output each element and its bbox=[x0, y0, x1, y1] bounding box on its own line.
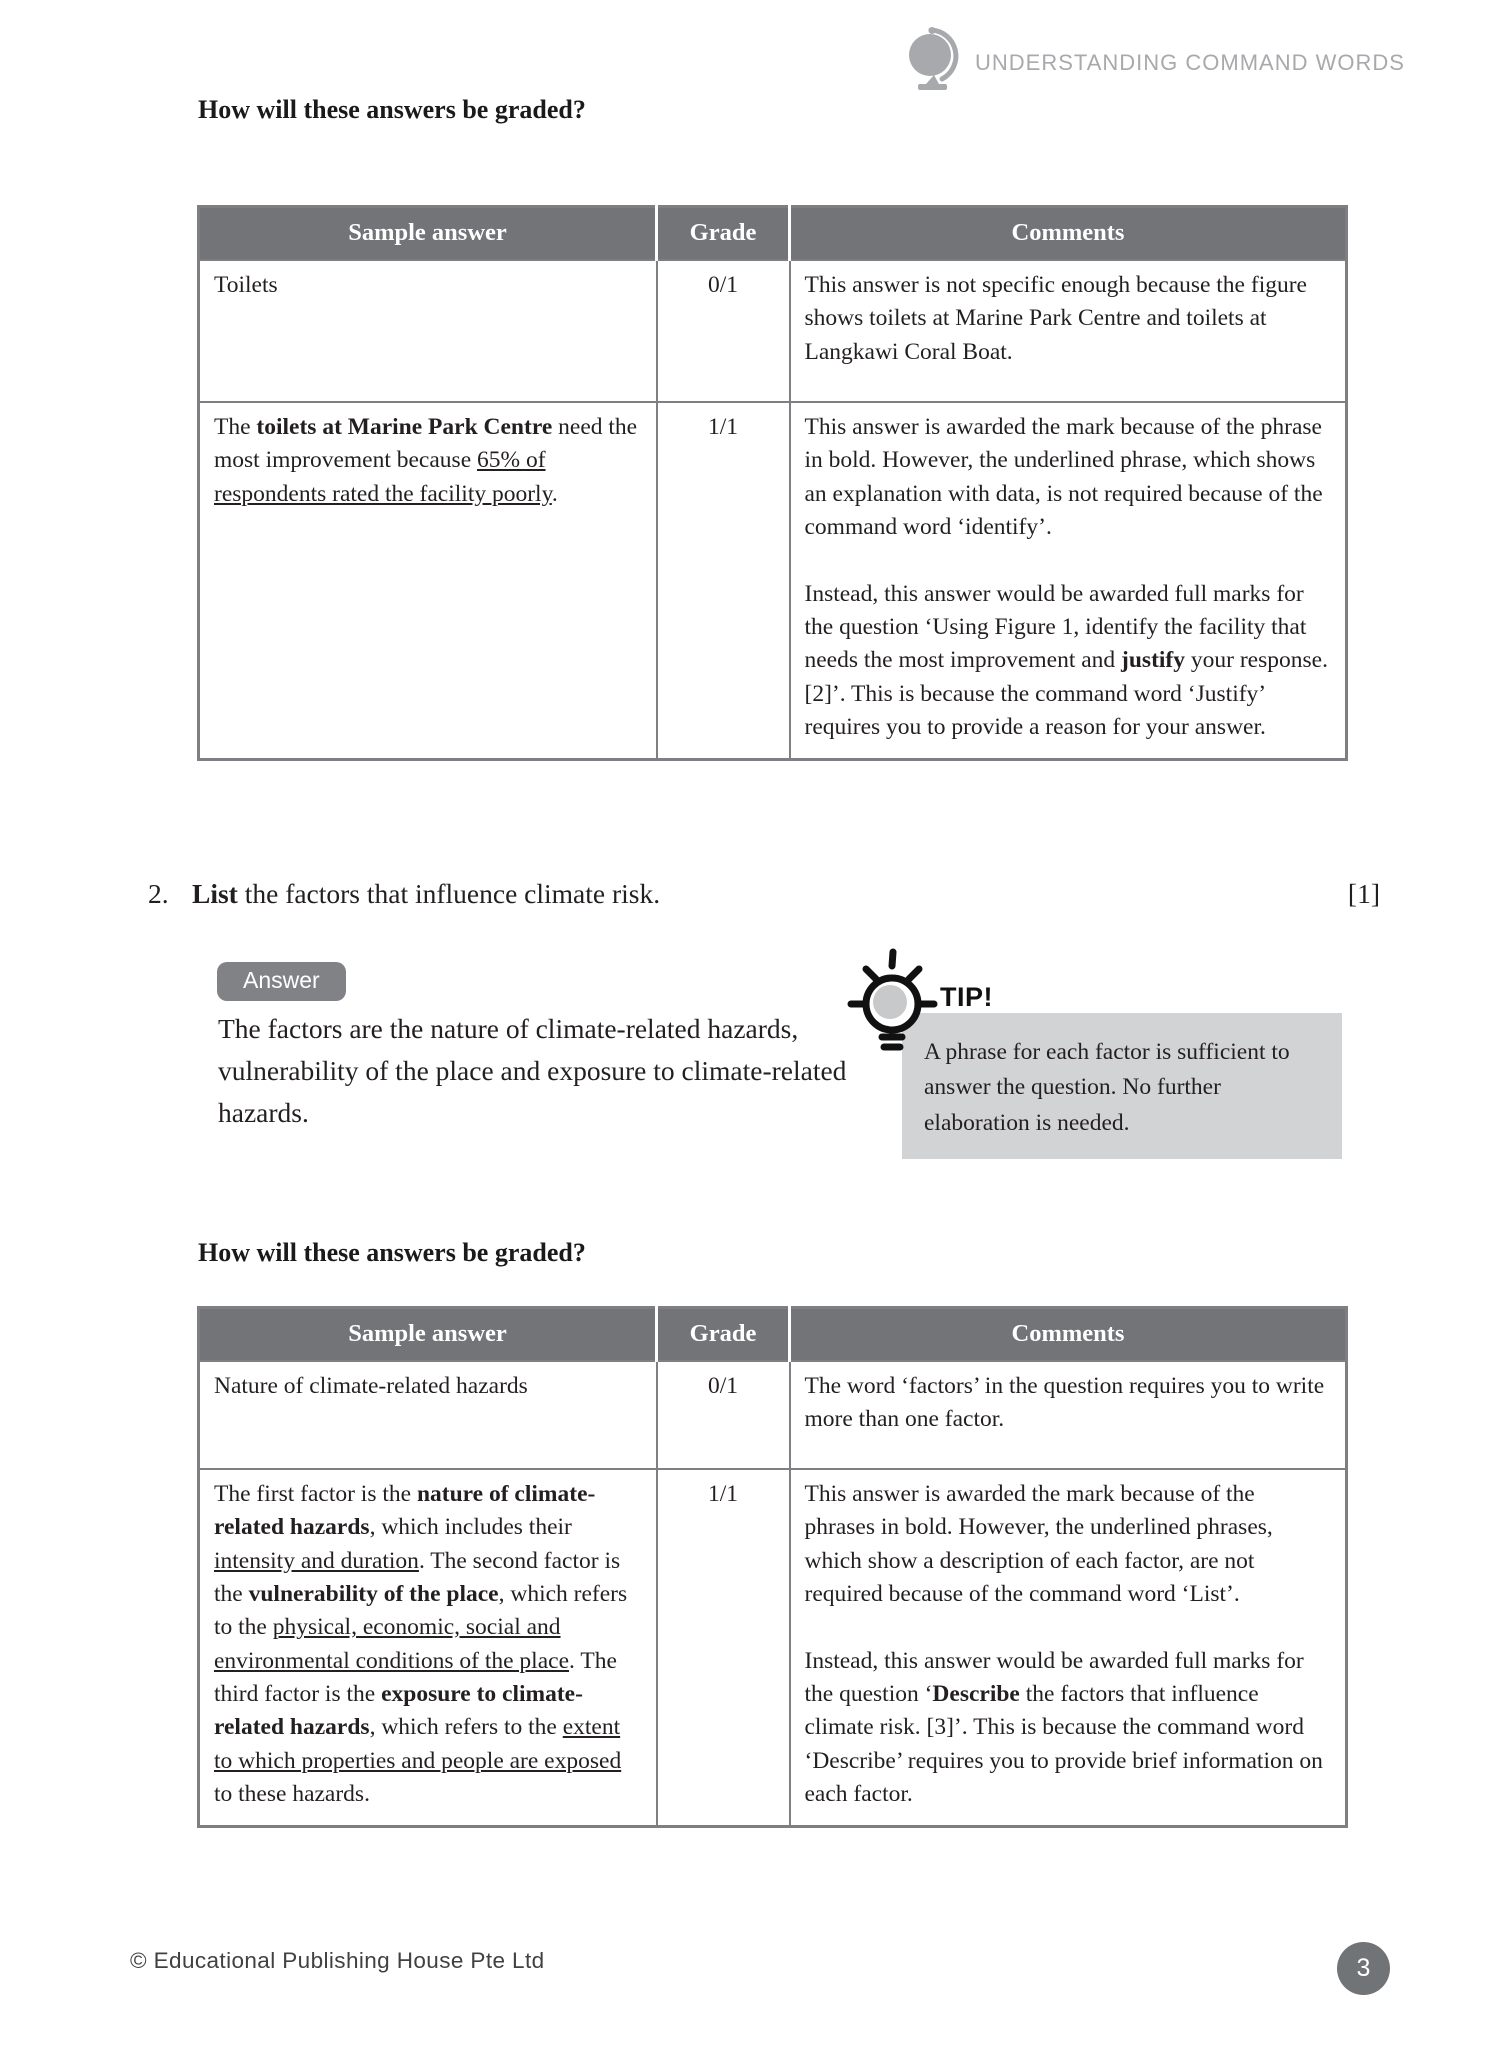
answer-badge: Answer bbox=[217, 962, 346, 1001]
column-header-grade: Grade bbox=[657, 207, 790, 260]
globe-icon bbox=[905, 26, 961, 99]
comments-cell: This answer is awarded the mark because of the phrase in bold. However, the underlined phrase, which shows an explanation with data, is not required because of the command word ‘identify’. Instead, this answer would be awarded full marks for the question ‘Using Figure 1, identify the facility that needs the most improvement and justify your response. [2]’. This is because the command word ‘Justify’ requires you to provide a reason for your answer. bbox=[790, 402, 1347, 760]
page-number-badge: 3 bbox=[1337, 1942, 1390, 1995]
sample-answer-cell: Toilets bbox=[199, 260, 657, 402]
grade-cell: 0/1 bbox=[657, 1361, 790, 1469]
question-number: 2. bbox=[148, 878, 169, 909]
section-heading: How will these answers be graded? bbox=[198, 95, 586, 124]
grade-cell: 1/1 bbox=[657, 402, 790, 760]
sample-answer-cell: The first factor is the nature of climate-related hazards, which includes their intensity and duration. The second factor is the vulnerability of the place, which refers to the physical, economic, social and environmental conditions of the place. The third factor is the exposure to climate-related hazards, which refers to the extent to which properties and people are exposed to these hazards. bbox=[199, 1469, 657, 1827]
command-word: List bbox=[192, 878, 238, 909]
column-header-grade: Grade bbox=[657, 1308, 790, 1361]
question-marks: [1] bbox=[1347, 878, 1380, 909]
sample-answer-cell: The toilets at Marine Park Centre need the most improvement because 65% of respondents rated the facility poorly. bbox=[199, 402, 657, 760]
table-header-row bbox=[199, 1308, 1347, 1361]
grading-table-2 bbox=[197, 1306, 1348, 1828]
question-2 bbox=[148, 878, 1380, 910]
table-row bbox=[199, 1469, 1347, 1827]
column-header-comments: Comments bbox=[790, 207, 1347, 260]
comments-cell: This answer is awarded the mark because of the phrases in bold. However, the underlined phrases, which show a description of each factor, are not required because of the command word ‘List’. Instead, this answer would be awarded full marks for the question ‘Describe the factors that influence climate risk. [3]’. This is because the command word ‘Describe’ requires you to provide brief information on each factor. bbox=[790, 1469, 1347, 1827]
grade-cell: 0/1 bbox=[657, 260, 790, 402]
table-row bbox=[199, 260, 1347, 402]
column-header-sample-answer: Sample answer bbox=[199, 1308, 657, 1361]
question-text bbox=[192, 878, 1348, 910]
comments-cell: The word ‘factors’ in the question requires you to write more than one factor. bbox=[790, 1361, 1347, 1469]
lightbulb-icon bbox=[846, 946, 938, 1063]
column-header-comments: Comments bbox=[790, 1308, 1347, 1361]
table-row bbox=[199, 1361, 1347, 1469]
chapter-title: UNDERSTANDING COMMAND WORDS bbox=[975, 49, 1405, 75]
copyright-notice: © Educational Publishing House Pte Ltd bbox=[130, 1948, 545, 1973]
question-text-rest: the factors that influence climate risk. bbox=[237, 878, 661, 909]
tip-box: A phrase for each factor is sufficient to answer the question. No further elaboration is needed. bbox=[902, 1013, 1342, 1159]
column-header-sample-answer: Sample answer bbox=[199, 207, 657, 260]
grading-table-1 bbox=[197, 205, 1348, 761]
table-header-row bbox=[199, 207, 1347, 260]
table-row bbox=[199, 402, 1347, 760]
tip-label: TIP! bbox=[940, 982, 993, 1012]
grade-cell: 1/1 bbox=[657, 1469, 790, 1827]
comments-cell: This answer is not specific enough because the figure shows toilets at Marine Park Centre and toilets at Langkawi Coral Boat. bbox=[790, 260, 1347, 402]
page-header bbox=[905, 26, 1405, 99]
section-heading: How will these answers be graded? bbox=[198, 1238, 586, 1267]
answer-text: The factors are the nature of climate-related hazards, vulnerability of the place and exposure to climate-related hazards. bbox=[218, 1013, 847, 1128]
sample-answer-cell: Nature of climate-related hazards bbox=[199, 1361, 657, 1469]
